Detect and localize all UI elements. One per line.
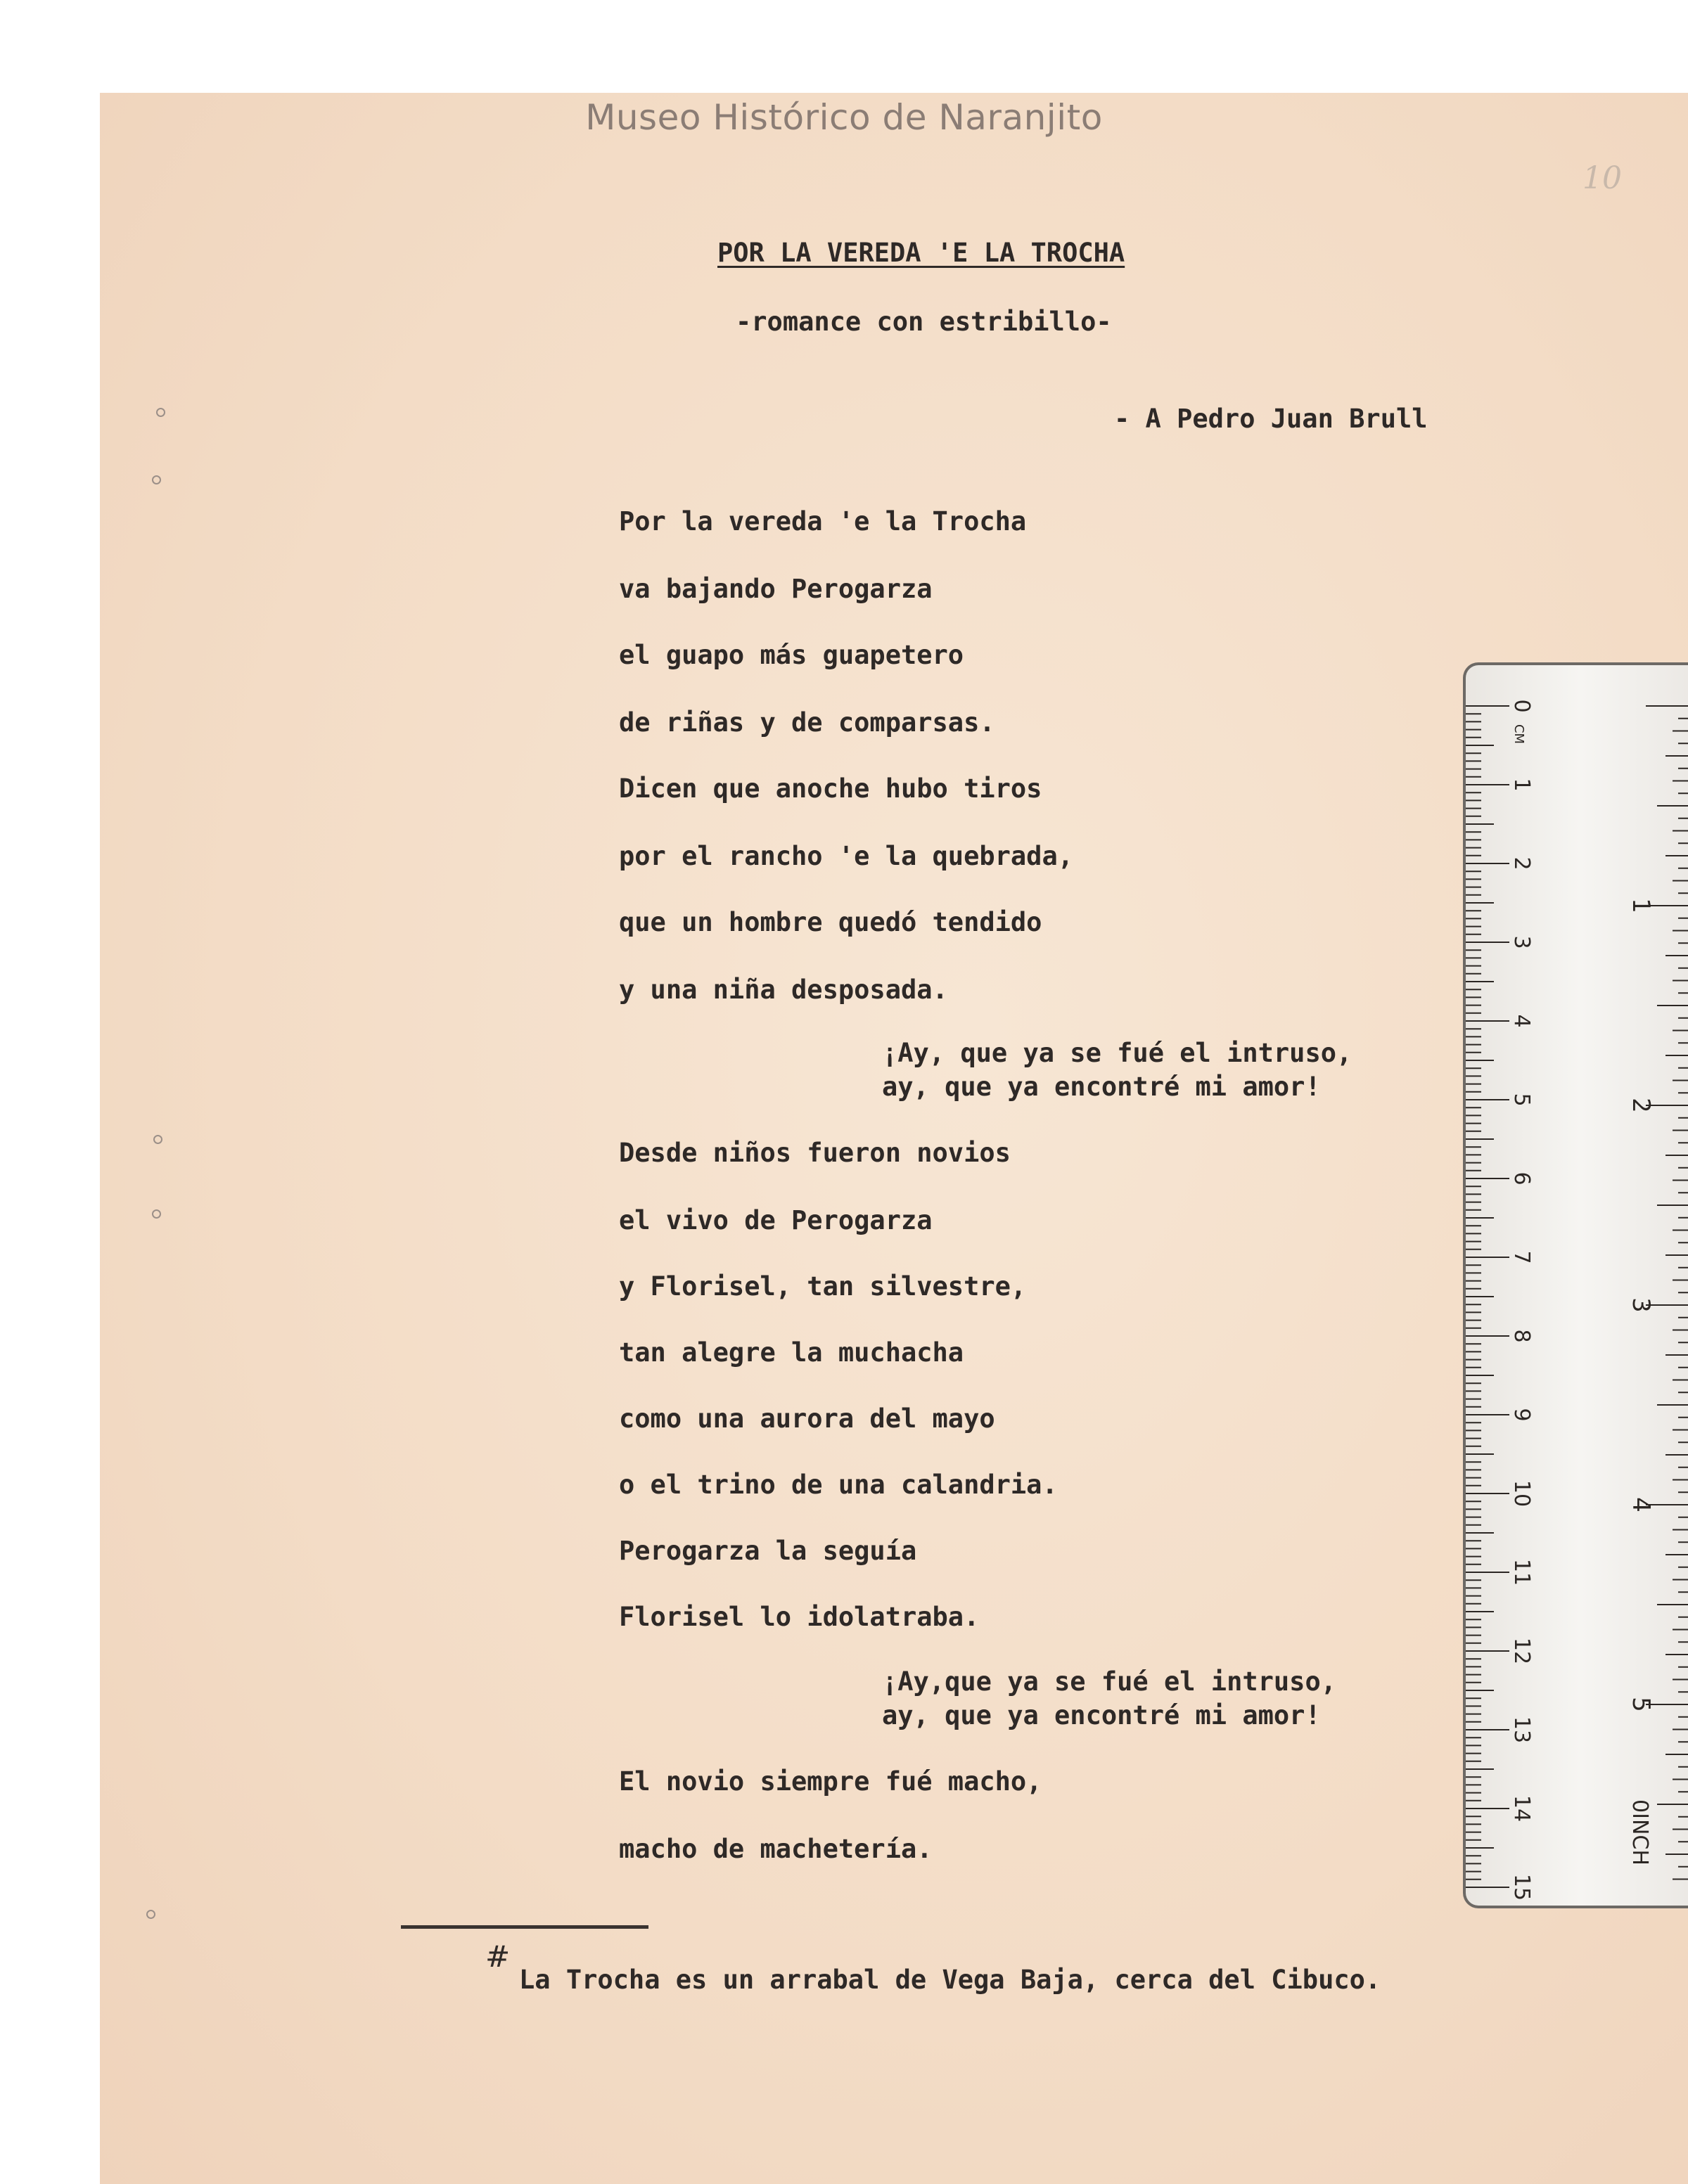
- cm-number: 15: [1509, 1873, 1534, 1901]
- poem-line: el guapo más guapetero: [619, 640, 964, 670]
- cm-number: 8: [1509, 1329, 1534, 1343]
- inch-number: 3: [1627, 1297, 1655, 1313]
- refrain-line: ay, que ya encontré mi amor!: [882, 1700, 1321, 1730]
- cm-number: 11: [1509, 1558, 1534, 1586]
- poem-line: de riñas y de comparsas.: [619, 707, 995, 738]
- cm-number: 1: [1509, 778, 1534, 792]
- poem-line: por el rancho 'e la quebrada,: [619, 841, 1074, 871]
- museum-watermark: Museo Histórico de Naranjito: [585, 97, 1103, 138]
- inch-number: 5: [1627, 1697, 1655, 1712]
- cm-number: 7: [1509, 1250, 1534, 1264]
- footnote-mark: #: [485, 1939, 511, 1974]
- refrain-line: ¡Ay,que ya se fué el intruso,: [882, 1666, 1337, 1697]
- poem-line: y Florisel, tan silvestre,: [619, 1271, 1027, 1302]
- cm-number: 6: [1509, 1171, 1534, 1186]
- poem-line: Por la vereda 'e la Trocha: [619, 506, 1027, 537]
- poem-line: Perogarza la seguía: [619, 1536, 917, 1566]
- refrain-line: ay, que ya encontré mi amor!: [882, 1072, 1321, 1102]
- footnote-text: La Trocha es un arrabal de Vega Baja, cerca del Cibuco.: [519, 1965, 1381, 1995]
- poem-line: Desde niños fueron novios: [619, 1138, 1011, 1168]
- cm-number: 13: [1509, 1716, 1534, 1744]
- refrain-line: ¡Ay, que ya se fué el intruso,: [882, 1038, 1353, 1068]
- dedication: - A Pedro Juan Brull: [1114, 404, 1428, 434]
- inch-number: 2: [1627, 1098, 1655, 1113]
- poem-line: el vivo de Perogarza: [619, 1205, 933, 1235]
- cm-unit-label: CM: [1511, 724, 1526, 745]
- poem-line: va bajando Perogarza: [619, 574, 933, 604]
- poem-line: Dicen que anoche hubo tiros: [619, 773, 1042, 804]
- poem-line: El novio siempre fué macho,: [619, 1766, 1042, 1797]
- poem-line: como una aurora del mayo: [619, 1403, 995, 1434]
- footnote-divider: [401, 1925, 648, 1929]
- inch-number: 1: [1627, 898, 1655, 913]
- poem-line: y una niña desposada.: [619, 975, 948, 1005]
- poem-line: Florisel lo idolatraba.: [619, 1602, 980, 1632]
- cm-number: 14: [1509, 1794, 1534, 1823]
- cm-number: 3: [1509, 935, 1534, 949]
- poem-line: que un hombre quedó tendido: [619, 907, 1042, 937]
- poem-subtitle: -romance con estribillo-: [736, 307, 1112, 337]
- inch-unit-label: 0INCH: [1628, 1799, 1652, 1865]
- cm-number: 4: [1509, 1014, 1534, 1028]
- cm-number: 10: [1509, 1479, 1534, 1508]
- cm-number: 0: [1509, 699, 1534, 713]
- poem-line: macho de machetería.: [619, 1834, 933, 1864]
- cm-number: 12: [1509, 1637, 1534, 1665]
- measurement-ruler: [1463, 662, 1688, 1908]
- cm-number: 5: [1509, 1093, 1534, 1107]
- poem-title: POR LA VEREDA 'E LA TROCHA: [717, 238, 1125, 268]
- cm-number: 9: [1509, 1408, 1534, 1422]
- ruler-scale: [1466, 665, 1688, 1906]
- inch-number: 4: [1627, 1497, 1655, 1512]
- handwritten-page-number: 10: [1582, 160, 1622, 196]
- poem-line: o el trino de una calandria.: [619, 1470, 1058, 1500]
- cm-number: 2: [1509, 856, 1534, 871]
- poem-line: tan alegre la muchacha: [619, 1337, 964, 1368]
